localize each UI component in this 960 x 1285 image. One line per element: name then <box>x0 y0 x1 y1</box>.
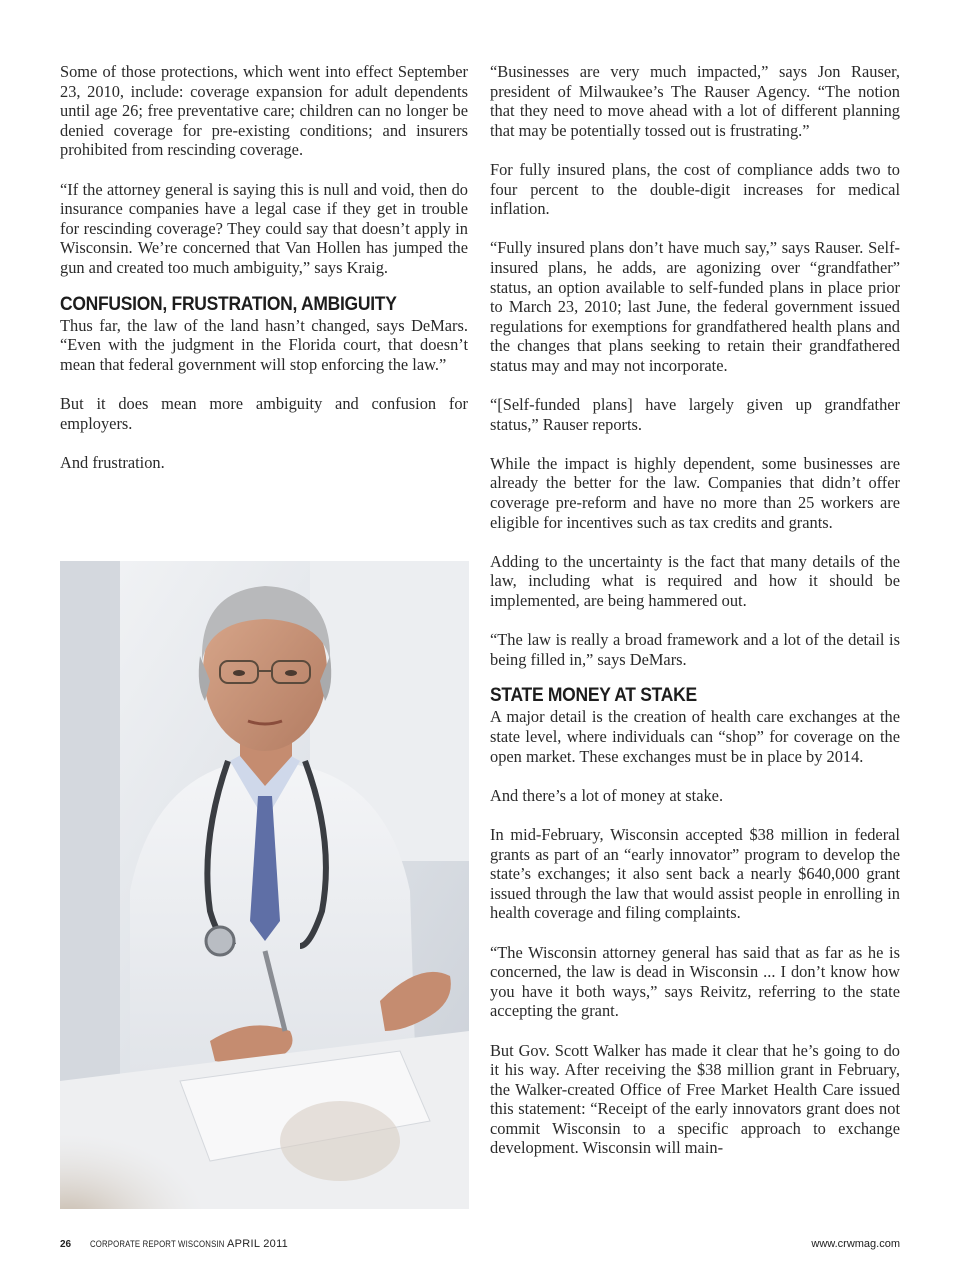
paragraph: And there’s a lot of money at stake. <box>490 785 724 805</box>
doctor-illustration <box>60 561 469 1209</box>
right-column <box>490 62 900 1158</box>
paragraph: “The law is really a broad framework and a lot of the detail is being filled in,” says DeMars. <box>490 630 900 669</box>
paragraph: “If the attorney general is saying this is null and void, then do insurance companies have a legal case if they get in trouble for rescinding coverage? They could say that doesn’t apply in Wisconsin. We’re concerned that Van Hollen has jumped the gun and created too much ambiguity,” says Kraig. <box>60 179 468 277</box>
website-url: www.crwmag.com <box>811 1238 900 1250</box>
paragraph: But it does mean more ambiguity and confusion for employers. <box>60 393 468 433</box>
paragraph: A major detail is the creation of health care exchanges at the state level, where individuals can “shop” for coverage on the open market. These exchanges must be in place by 2014. <box>490 707 900 766</box>
paragraph: In mid-February, Wisconsin accepted $38 million in federal grants as part of an “early innovator” program to develop the state’s exchanges; it also sent back a nearly $640,000 grant issued through the law that would assist people in enrolling in health coverage and filing complaints. <box>490 824 900 923</box>
paragraph: “The Wisconsin attorney general has said that as far as he is concerned, the law is dead in Wisconsin ... I don’t know how you have it both ways,” says Reivitz, referring to the state accepting the grant. <box>490 942 900 1021</box>
paragraph: “Businesses are very much impacted,” says Jon Rauser, president of Milwaukee’s The Rauser Agency. “The notion that they need to move ahead with a lot of different planning that may be potentially tossed out is frustrating.” <box>490 62 900 140</box>
page-footer <box>60 1238 900 1254</box>
section-heading: STATE MONEY AT STAKE <box>490 685 697 707</box>
paragraph: “Fully insured plans don’t have much say,” says Rauser. Self-insured plans, he adds, are agonizing over “grandfather” status, an option available to self-funded plans in place prior to March 23, 2010; last June, the federal government issued regulations for exemptions for grandfathered health plans and the changes that plans seeking to retain their grandfathered status may and may not incorporate. <box>490 238 900 375</box>
publication-name: CORPORATE REPORT WISCONSIN <box>90 1239 225 1250</box>
paragraph: Some of those protections, which went into effect September 23, 2010, include: coverage expansion for adult dependents until age 26; free preventative care; children can no longer be denied coverage for pre-existing conditions; and insurers prohibited from rescinding coverage. <box>60 62 468 160</box>
left-column <box>60 62 468 472</box>
paragraph: But Gov. Scott Walker has made it clear that he’s going to do it his way. After receiving the $38 million grant in February, the Walker-created Office of Free Market Health Care issued this statement: “Receipt of the early innovators grant does not commit Wisconsin to a specific approach to exchange development. Wisconsin will main- <box>490 1040 900 1158</box>
doctor-photo <box>60 561 469 1209</box>
paragraph: For fully insured plans, the cost of compliance adds two to four percent to the double-digit increases for medical inflation. <box>490 159 900 219</box>
section-heading: CONFUSION, FRUSTRATION, AMBIGUITY <box>60 293 397 315</box>
paragraph: And frustration. <box>60 452 165 472</box>
paragraph: Thus far, the law of the land hasn’t changed, says DeMars. “Even with the judgment in the Florida court, that doesn’t mean that federal government will stop enforcing the law.” <box>60 315 468 374</box>
page-number: 26 <box>60 1239 72 1250</box>
paragraph: “[Self-funded plans] have largely given up grandfather status,” Rauser reports. <box>490 395 900 434</box>
paragraph: Adding to the uncertainty is the fact that many details of the law, including what is required and how it should be implemented, are being hammered out. <box>490 551 900 611</box>
paragraph: While the impact is highly dependent, some businesses are already the better for the law. Companies that didn’t offer coverage pre-reform and have no more than 25 workers are eligible for incentives such as tax credits and grants. <box>490 453 900 532</box>
issue-date: APRIL 2011 <box>227 1238 289 1250</box>
